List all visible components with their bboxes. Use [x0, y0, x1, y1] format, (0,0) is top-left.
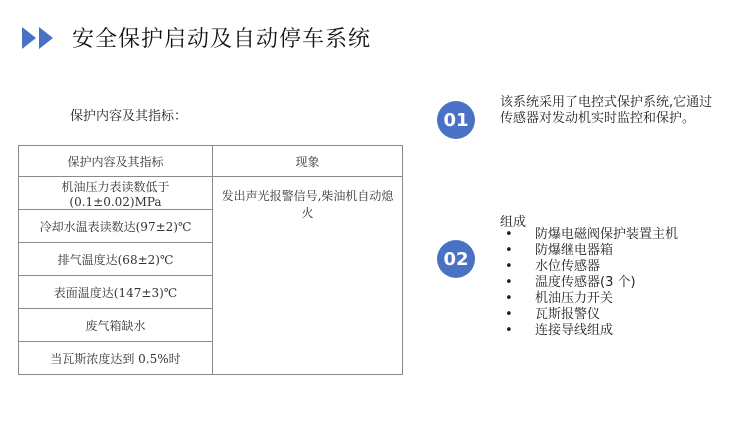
list-item-label: 水位传感器 [535, 259, 601, 274]
list-item [500, 243, 678, 259]
table-cell: 排气温度达(68±2)℃ [19, 243, 213, 276]
bullet-icon: • [505, 323, 513, 338]
list-item [500, 275, 678, 291]
protection-table [18, 145, 403, 375]
bullet-icon: • [505, 275, 513, 290]
table-cell: 表面温度达(147±3)℃ [19, 276, 213, 309]
table-caption: 保护内容及其指标： [70, 109, 188, 124]
double-chevron-right-icon [22, 27, 56, 49]
bullet-icon: • [505, 243, 513, 258]
list-item [500, 307, 678, 323]
section-description: 该系统采用了电控式保护系统,它通过传感器对发动机实时监控和保护。 [500, 95, 713, 126]
list-item-label: 机油压力开关 [535, 291, 614, 306]
bullet-icon: • [505, 291, 513, 306]
table-header-cell: 保护内容及其指标 [19, 146, 213, 177]
list-item-label: 防爆电磁阀保护装置主机 [535, 227, 679, 242]
list-item-label: 温度传感器(3 个) [535, 275, 636, 290]
section-number-badge: 02 [437, 240, 475, 278]
chevron-right-icon [39, 27, 53, 49]
table-cell: 废气箱缺水 [19, 309, 213, 342]
list-item-label: 防爆继电器箱 [535, 243, 614, 258]
table-header-row [19, 146, 403, 177]
bullet-icon: • [505, 227, 513, 242]
bullet-icon: • [505, 259, 513, 274]
section-number-badge: 01 [437, 101, 475, 139]
chevron-right-icon [22, 27, 36, 49]
components-list [500, 227, 678, 339]
table-header-cell: 现象 [213, 146, 403, 177]
list-item [500, 259, 678, 275]
list-item [500, 291, 678, 307]
table-cell: 机油压力表读数低于(0.1±0.02)MPa [19, 177, 213, 210]
list-item [500, 323, 678, 339]
table-cell: 当瓦斯浓度达到 0.5%时 [19, 342, 213, 375]
table-cell: 冷却水温表读数达(97±2)℃ [19, 210, 213, 243]
page-title: 安全保护启动及自动停车系统 [72, 27, 372, 52]
list-item-label: 瓦斯报警仪 [535, 307, 601, 322]
table-row [19, 177, 403, 210]
section-heading: 组成 [500, 215, 527, 230]
bullet-icon: • [505, 307, 513, 322]
list-item-label: 连接导线组成 [535, 323, 614, 338]
list-item [500, 227, 678, 243]
table-effect-cell: 发出声光报警信号,柴油机自动熄火 [213, 177, 403, 375]
